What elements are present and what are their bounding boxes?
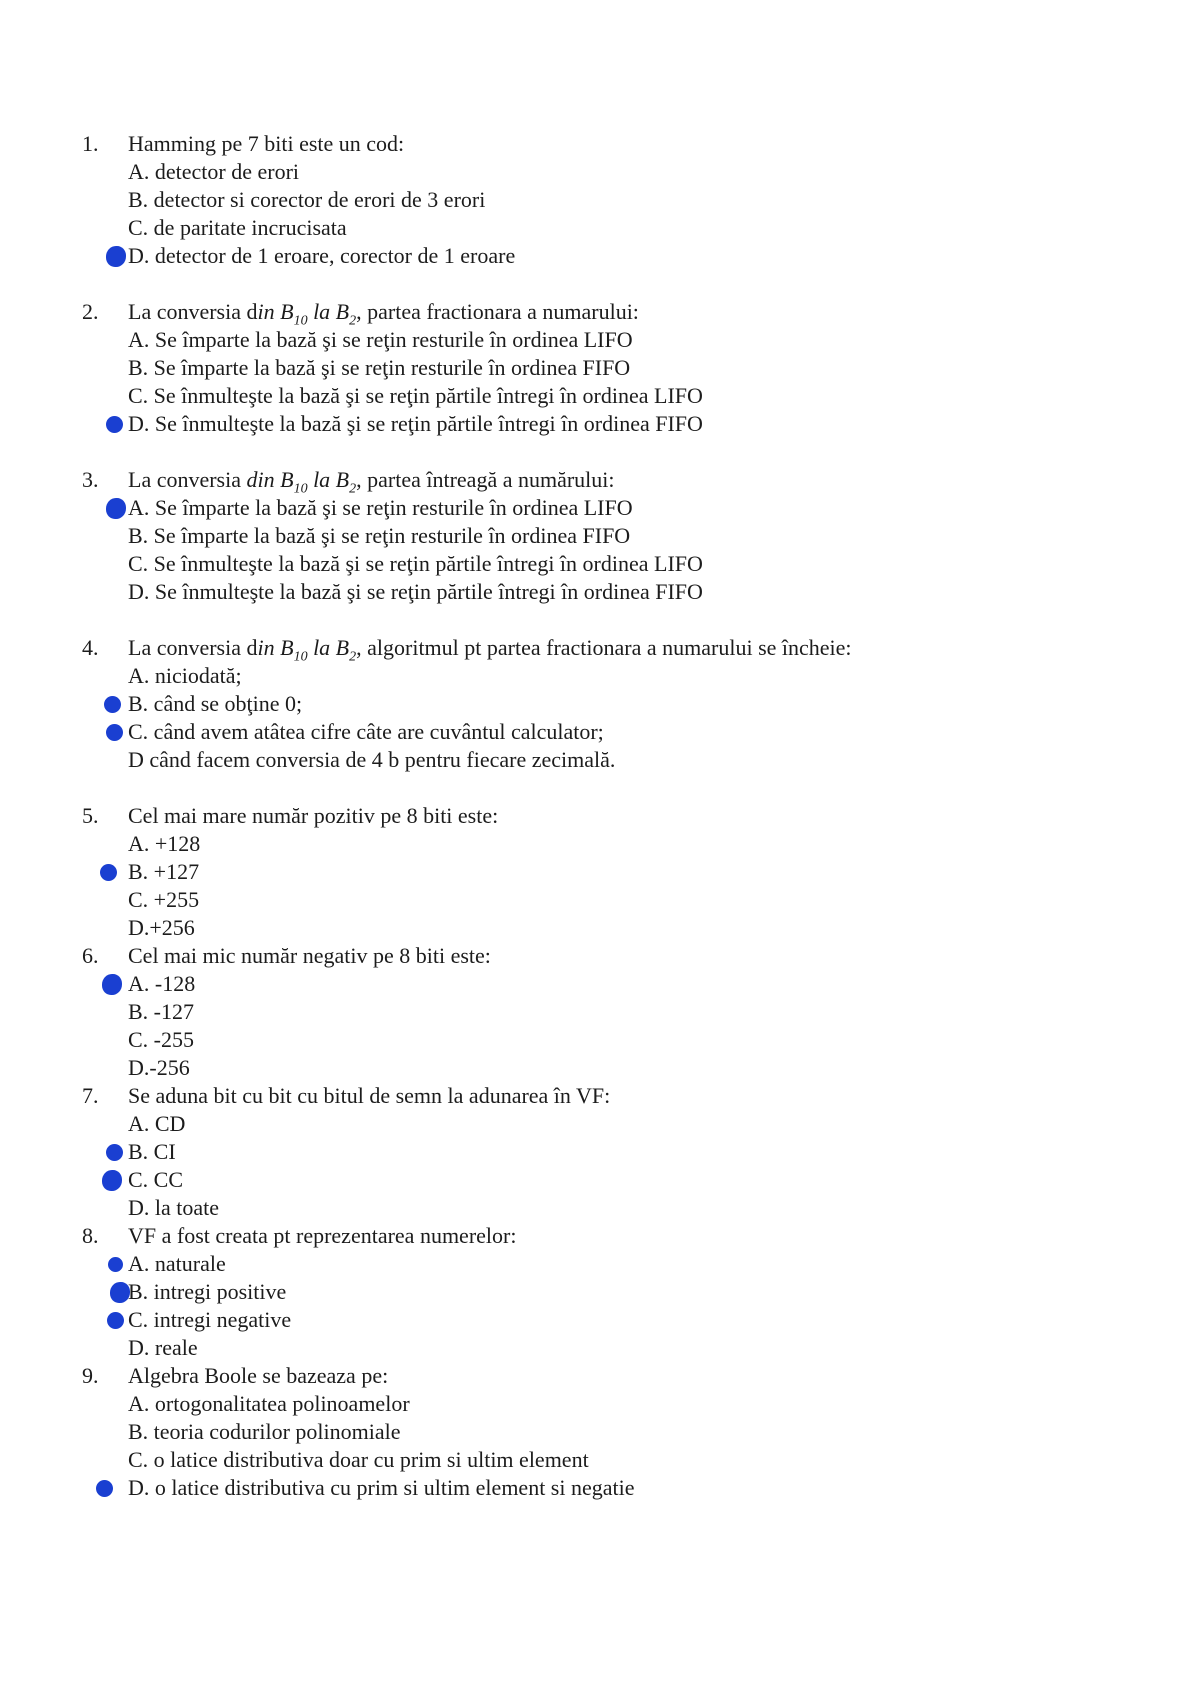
answer-mark	[106, 724, 123, 741]
answer-mark	[102, 974, 122, 995]
question-stem: La conversia din $B_{10}$ la $B_2$, algoritmul pt partea fractionara a numarului se încheie:	[128, 635, 852, 665]
option-b: B. +127	[128, 859, 200, 884]
question-stem: VF a fost creata pt reprezentarea numerelor:	[128, 1223, 517, 1248]
answer-mark	[108, 1257, 123, 1272]
answer-mark	[106, 246, 126, 267]
option-d: D când facem conversia de 4 b pentru fiecare zecimală.	[128, 747, 616, 772]
question-stem: La conversia din $B_{10}$ la $B_2$, partea fractionara a numarului:	[128, 299, 639, 329]
question-9	[0, 1362, 1200, 1502]
option-a: A. +128	[128, 831, 201, 856]
option-c: C. +255	[128, 887, 200, 912]
option-b: B. când se obţine 0;	[128, 691, 303, 716]
option-b: B. Se împarte la bază şi se reţin resturile în ordinea FIFO	[128, 355, 631, 380]
question-7	[0, 1082, 1200, 1222]
answer-mark	[106, 1144, 123, 1161]
answer-mark	[107, 1312, 124, 1329]
option-d: D. o latice distributiva cu prim si ultim element si negatie	[128, 1475, 635, 1500]
question-5	[0, 802, 1200, 942]
option-b: B. Se împarte la bază şi se reţin resturile în ordinea FIFO	[128, 523, 631, 548]
option-a: A. Se împarte la bază şi se reţin resturile în ordinea LIFO	[128, 495, 633, 520]
question-number: 6.	[82, 943, 99, 968]
question-stem: La conversia din $B_{10}$ la $B_2$, partea întreagă a numărului:	[128, 467, 615, 497]
question-stem: Cel mai mare număr pozitiv pe 8 biti este:	[128, 803, 499, 828]
answer-mark	[96, 1480, 113, 1497]
option-a: A. ortogonalitatea polinoamelor	[128, 1391, 410, 1416]
option-d: D.-256	[128, 1055, 190, 1080]
question-number: 3.	[82, 467, 99, 492]
option-d: D. Se înmulteşte la bază şi se reţin părtile întregi în ordinea FIFO	[128, 411, 703, 436]
option-a: A. -128	[128, 971, 196, 996]
question-number: 4.	[82, 635, 99, 660]
option-a: A. CD	[128, 1111, 186, 1136]
option-c: C. CC	[128, 1167, 184, 1192]
option-a: A. Se împarte la bază şi se reţin resturile în ordinea LIFO	[128, 327, 633, 352]
option-b: B. -127	[128, 999, 194, 1024]
answer-mark	[106, 498, 126, 519]
option-c: C. de paritate incrucisata	[128, 215, 347, 240]
option-d: D.+256	[128, 915, 195, 940]
answer-mark	[110, 1282, 130, 1303]
question-number: 5.	[82, 803, 99, 828]
question-6	[0, 942, 1200, 1082]
option-a: A. detector de erori	[128, 159, 300, 184]
answer-mark	[102, 1170, 122, 1191]
option-d: D. la toate	[128, 1195, 220, 1220]
question-stem: Hamming pe 7 biti este un cod:	[128, 131, 405, 156]
option-c: C. -255	[128, 1027, 194, 1052]
option-d: D. reale	[128, 1335, 198, 1360]
question-3	[0, 466, 1200, 606]
option-c: C. Se înmulteşte la bază şi se reţin părtile întregi în ordinea LIFO	[128, 551, 703, 576]
option-c: C. o latice distributiva doar cu prim si ultim element	[128, 1447, 589, 1472]
option-d: D. Se înmulteşte la bază şi se reţin părtile întregi în ordinea FIFO	[128, 579, 703, 604]
question-number: 7.	[82, 1083, 99, 1108]
question-2	[0, 298, 1200, 438]
option-c: C. Se înmulteşte la bază şi se reţin părtile întregi în ordinea LIFO	[128, 383, 703, 408]
option-c: C. când avem atâtea cifre câte are cuvântul calculator;	[128, 719, 604, 744]
option-a: A. niciodată;	[128, 663, 242, 688]
question-8	[0, 1222, 1200, 1362]
question-number: 1.	[82, 131, 99, 156]
question-stem: Se aduna bit cu bit cu bitul de semn la adunarea în VF:	[128, 1083, 611, 1108]
question-number: 9.	[82, 1363, 99, 1388]
question-1	[0, 130, 1200, 270]
question-number: 8.	[82, 1223, 99, 1248]
question-stem: Cel mai mic număr negativ pe 8 biti este:	[128, 943, 491, 968]
question-4	[0, 634, 1200, 774]
option-c: C. intregi negative	[128, 1307, 292, 1332]
option-b: B. intregi positive	[128, 1279, 287, 1304]
option-b: B. detector si corector de erori de 3 erori	[128, 187, 486, 212]
question-stem: Algebra Boole se bazeaza pe:	[128, 1363, 389, 1388]
option-b: B. CI	[128, 1139, 176, 1164]
answer-mark	[100, 864, 117, 881]
option-a: A. naturale	[128, 1251, 226, 1276]
option-b: B. teoria codurilor polinomiale	[128, 1419, 401, 1444]
question-number: 2.	[82, 299, 99, 324]
option-d: D. detector de 1 eroare, corector de 1 eroare	[128, 243, 516, 268]
answer-mark	[106, 416, 123, 433]
answer-mark	[104, 696, 121, 713]
